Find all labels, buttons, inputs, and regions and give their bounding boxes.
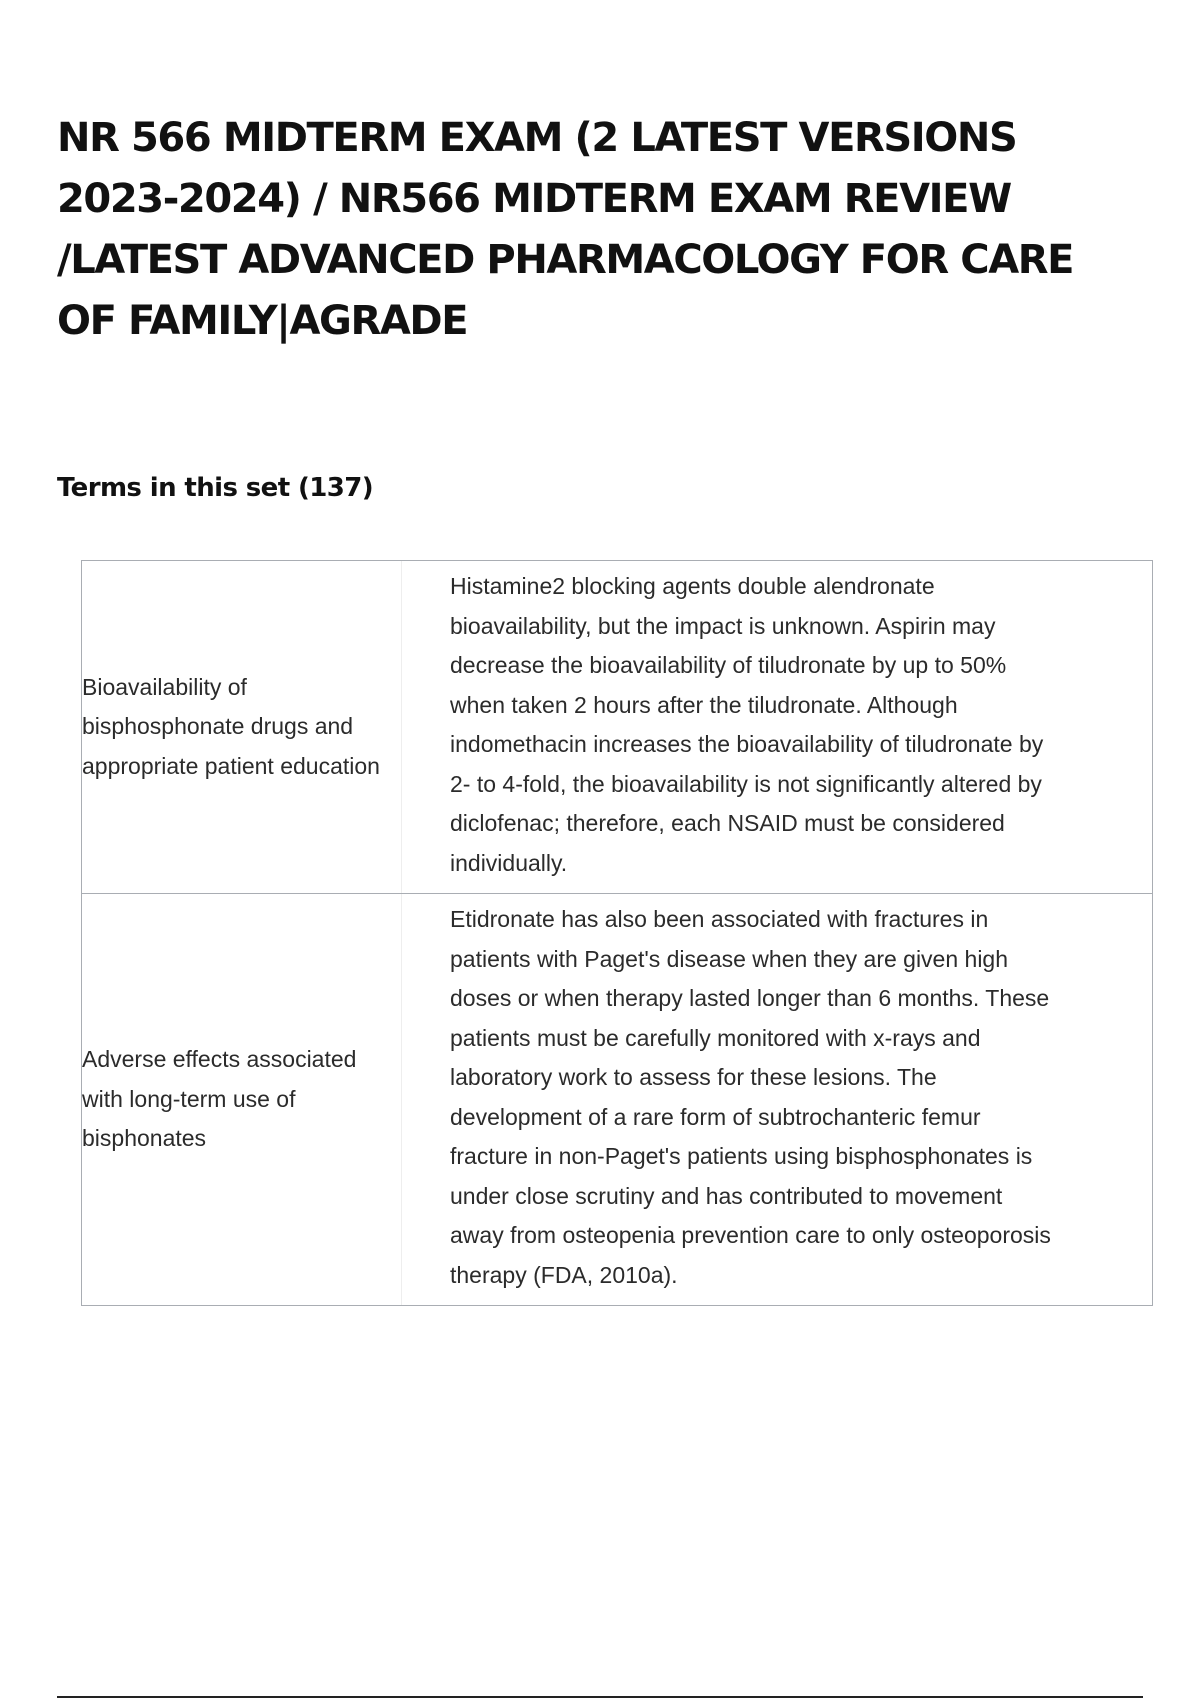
definition-text: Histamine2 blocking agents double alendronate bioavailability, but the impact is unknown. Aspirin may decrease the bioavailability of tiludronate by up to 50% when taken 2 hours after the tiludronate. Although indomethacin increases the bioavailability of tiludronate by 2- to 4-fold, the bioavailability is not significantly altered by diclofenac; therefore, each NSAID must be considered individually. (450, 573, 1044, 876)
term-text: Adverse effects associated with long-term use of bisphonates (82, 894, 402, 1305)
page-title: NR 566 MIDTERM EXAM (2 LATEST VERSIONS 2023-2024) / NR566 MIDTERM EXAM REVIEW /LATEST ADVANCED PHARMACOLOGY FOR CARE OF FAMILY|AGRADE (57, 115, 1074, 344)
term-row (82, 893, 1152, 1305)
terms-count-heading: Terms in this set (137) (57, 473, 374, 503)
footer-divider (57, 1696, 1143, 1698)
term-text: Bioavailability of bisphosphonate drugs and appropriate patient education (82, 561, 402, 893)
terms-table (81, 560, 1153, 1306)
definition-text: Etidronate has also been associated with fractures in patients with Paget's disease when they are given high doses or when therapy lasted longer than 6 months. These patients must be carefully monitored with x-rays and laboratory work to assess for these lesions. The development of a rare form of subtrochanteric femur fracture in non-Paget's patients using bisphosphonates is under close scrutiny and has contributed to movement away from osteopenia prevention care to only osteoporosis therapy (FDA, 2010a). (450, 906, 1051, 1288)
term-row (82, 561, 1152, 893)
